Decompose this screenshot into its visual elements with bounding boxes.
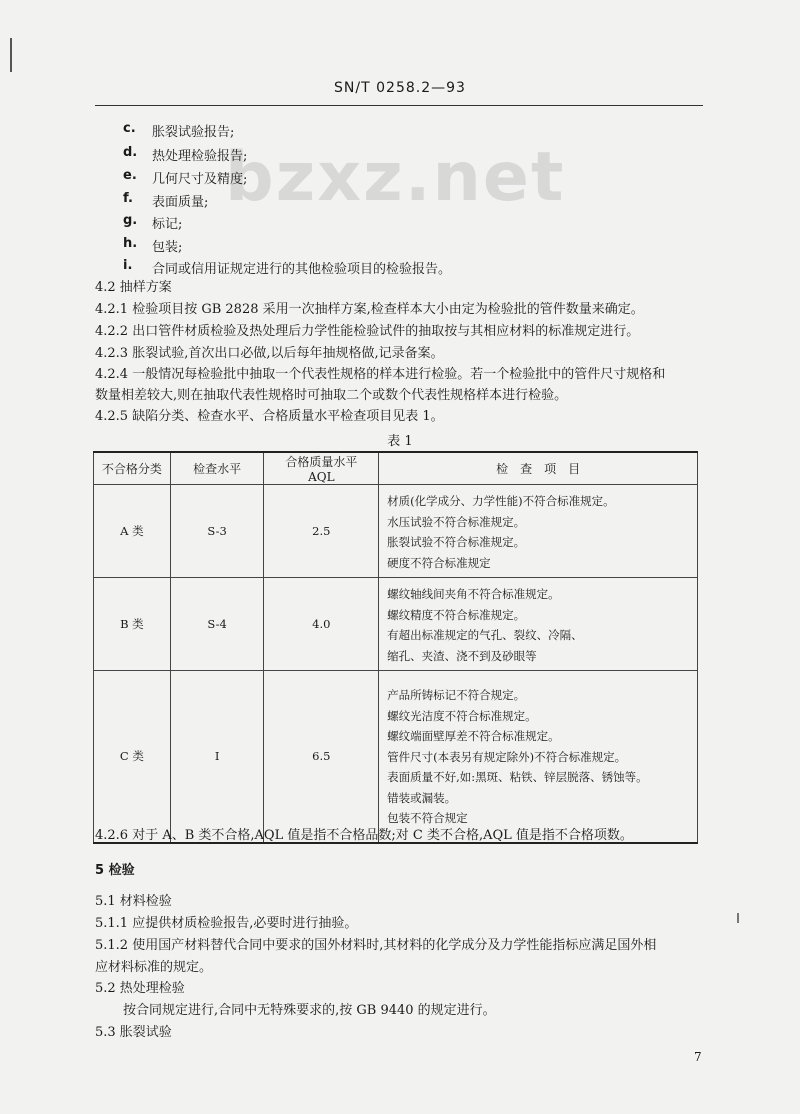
section-5-heading: 5 检验 [95, 863, 135, 878]
inspection-level-cell: I [170, 671, 264, 843]
table-caption: 表 1 [387, 434, 413, 449]
list-item-text: 热处理检验报告; [152, 149, 248, 164]
inspection-item: 胀裂试验不符合标准规定。 [387, 535, 526, 549]
list-item-text: 几何尺寸及精度; [152, 172, 248, 187]
inspection-item: 错装或漏装。 [387, 790, 457, 805]
page-number: 7 [694, 1050, 702, 1064]
inspection-item: 有超出标准规定的气孔、裂纹、冷隔、 [387, 628, 583, 642]
column-header: 检查水平 [170, 452, 264, 485]
inspection-item: 缩孔、夹渣、浇不到及砂眼等 [387, 648, 537, 663]
list-item-text: 包装; [152, 240, 183, 255]
list-item-marker: g. [123, 213, 138, 228]
list-item-marker: d. [123, 145, 138, 160]
table-row [94, 578, 698, 671]
paragraph-4-2-5: 4.2.5 缺陷分类、检查水平、合格质量水平检查项目见表 1。 [95, 409, 444, 424]
standard-code-header: SN/T 0258.2—93 [334, 80, 466, 96]
inspection-item: 管件尺寸(本表另有规定除外)不符合标准规定。 [387, 749, 627, 764]
category-cell: A 类 [94, 485, 171, 578]
inspection-item: 硬度不符合标准规定 [387, 555, 491, 570]
defect-classification-table [93, 451, 698, 844]
section-5-3-heading: 5.3 胀裂试验 [95, 1025, 172, 1040]
paragraph-5-1-2: 5.1.2 使用国产材料替代合同中要求的国外材料时,其材料的化学成分及力学性能指标应满足国外相 [95, 938, 657, 953]
inspection-item: 包装不符合规定 [387, 811, 468, 825]
list-item-marker: f. [123, 191, 133, 206]
list-item-marker: c. [123, 121, 136, 136]
scan-edge-mark [10, 38, 12, 72]
paragraph-5-1-1: 5.1.1 应提供材质检验报告,必要时进行抽验。 [95, 916, 358, 931]
list-item-marker: h. [123, 236, 138, 251]
aql-cell: 4.0 [264, 578, 379, 671]
table-row [94, 671, 698, 843]
inspection-item: 螺纹光洁度不符合标准规定。 [387, 708, 537, 723]
inspection-item: 材质(化学成分、力学性能)不符合标准规定。 [387, 494, 615, 508]
category-cell: C 类 [94, 671, 171, 843]
column-header: 合格质量水平 AQL [264, 452, 379, 485]
table-header-row [94, 452, 698, 485]
list-item-marker: e. [123, 168, 137, 183]
header-rule [95, 105, 703, 106]
inspection-item: 表面质量不好,如:黑斑、粘铁、锌层脱落、锈蚀等。 [387, 770, 648, 784]
inspection-level-cell: S-3 [170, 485, 264, 578]
paragraph-4-2-6: 4.2.6 对于 A、B 类不合格,AQL 值是指不合格品数;对 C 类不合格,AQL 值是指不合格项数。 [95, 828, 633, 843]
section-5-2-heading: 5.2 热处理检验 [95, 981, 185, 996]
inspection-level-cell: S-4 [170, 578, 264, 671]
scan-dust-mark [737, 913, 739, 923]
inspection-item: 螺纹轴线间夹角不符合标准规定。 [387, 587, 560, 601]
inspection-items-cell [379, 485, 698, 578]
inspection-item: 螺纹精度不符合标准规定。 [387, 607, 526, 622]
section-5-1-heading: 5.1 材料检验 [95, 894, 172, 909]
inspection-item: 螺纹端面壁厚差不符合标准规定。 [387, 729, 560, 743]
column-header: 检 查 项 目 [379, 452, 698, 485]
list-item-marker: i. [123, 258, 133, 273]
paragraph-5-2: 按合同规定进行,合同中无特殊要求的,按 GB 9440 的规定进行。 [123, 1003, 496, 1018]
table-row [94, 485, 698, 578]
paragraph-4-2-4: 4.2.4 一般情况每检验批中抽取一个代表性规格的样本进行检验。若一个检验批中的管件尺寸规格和 [95, 367, 666, 382]
paragraph-4-2-4-cont: 数量相差较大,则在抽取代表性规格时可抽取二个或数个代表性规格样本进行检验。 [95, 388, 568, 403]
list-item-text: 标记; [152, 217, 183, 232]
inspection-items-cell [379, 671, 698, 843]
aql-cell: 6.5 [264, 671, 379, 843]
inspection-item: 水压试验不符合标准规定。 [387, 514, 526, 529]
list-item-text: 表面质量; [152, 195, 209, 210]
aql-cell: 2.5 [264, 485, 379, 578]
column-header: 不合格分类 [94, 452, 171, 485]
category-cell: B 类 [94, 578, 171, 671]
list-item-text: 合同或信用证规定进行的其他检验项目的检验报告。 [152, 262, 452, 277]
inspection-items-cell [379, 578, 698, 671]
paragraph-4-2-1: 4.2.1 检验项目按 GB 2828 采用一次抽样方案,检查样本大小由定为检验批的管件数量来确定。 [95, 302, 644, 317]
list-item-text: 胀裂试验报告; [152, 125, 235, 140]
watermark: bzxz.net [225, 138, 566, 217]
paragraph-4-2-2: 4.2.2 出口管件材质检验及热处理后力学性能检验试件的抽取按与其相应材料的标准规定进行。 [95, 324, 640, 339]
section-4-2-heading: 4.2 抽样方案 [95, 280, 172, 295]
paragraph-5-1-2-cont: 应材料标准的规定。 [95, 960, 213, 975]
paragraph-4-2-3: 4.2.3 胀裂试验,首次出口必做,以后每年抽规格做,记录备案。 [95, 346, 444, 361]
inspection-item: 产品所铸标记不符合规定。 [387, 688, 526, 702]
